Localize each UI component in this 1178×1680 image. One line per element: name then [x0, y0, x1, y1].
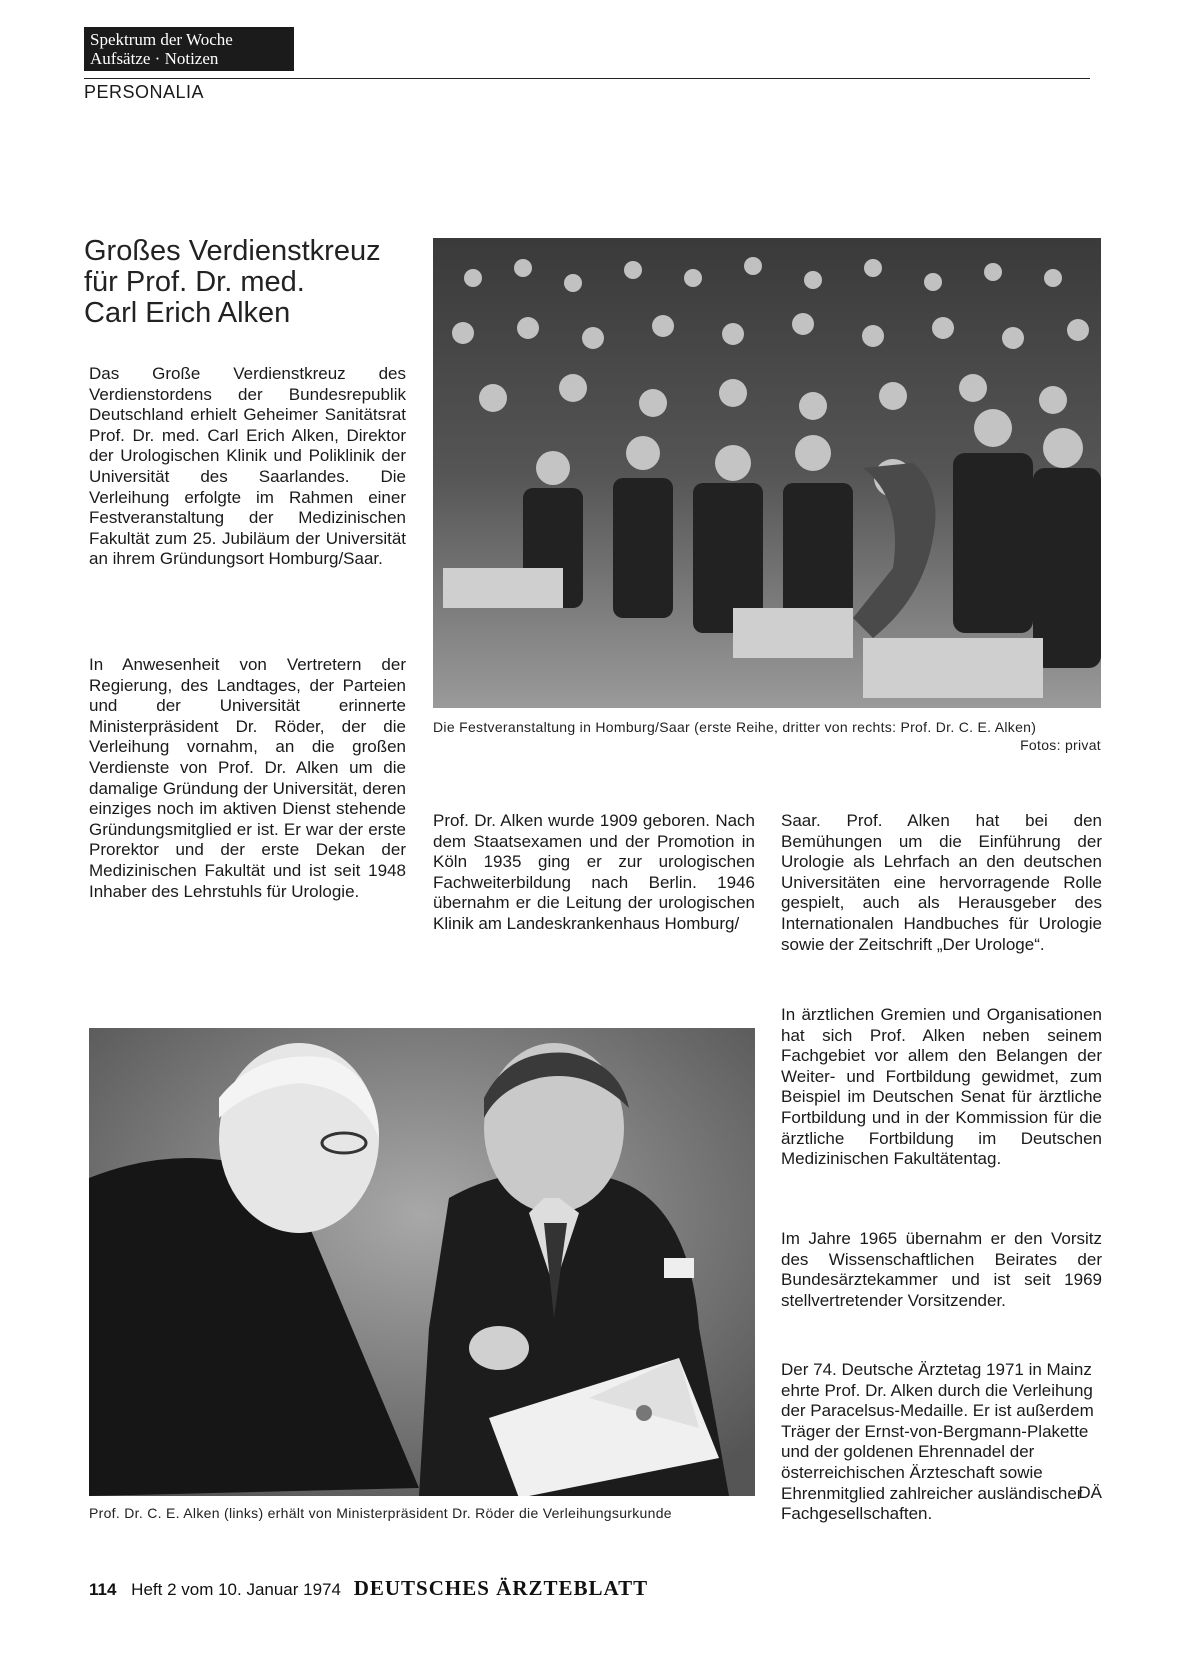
paragraph-7: Der 74. Deutsche Ärztetag 1971 in Mainz ehrte Prof. Dr. Alken durch die Verleihung der Paracelsus-Medaille. Er ist außerdem Träger der Ernst-von-Bergmann-Plakette und der goldenen Ehrennadel der österreichischen Ärzteschaft sowie Ehrenmitglied zahlreicher ausländischer Fachgesellschaften. [781, 1360, 1094, 1524]
section-label-line2: Aufsätze · Notizen [90, 49, 219, 68]
author-signature: DÄ [1078, 1483, 1102, 1503]
section-label-line1: Spektrum der Woche [90, 30, 233, 49]
award-photo [89, 1028, 755, 1496]
paragraph-2: In Anwesenheit von Vertretern der Regierung, des Landtages, der Parteien und der Universität erinnerte Ministerpräsident Dr. Röder, der die Verleihung vornahm, an die großen Verdienste von Prof. Dr. Alken um die damalige Gründung der Universität, deren einziges noch im aktiven Dienst stehende Gründungsmitglied er ist. Er war der erste Prorektor und der erste Dekan der Medizinischen Fakultät und ist seit 1948 Inhaber des Lehrstuhls für Urologie. [89, 655, 406, 901]
header-rule [84, 78, 1090, 79]
paragraph-3: Prof. Dr. Alken wurde 1909 geboren. Nach dem Staatsexamen und der Promotion in Köln 1935 ging er zur urologischen Fachweiterbildung nach Berlin. 1946 übernahm er die Leitung der urologischen Klinik am Landeskrankenhaus Homburg/ [433, 811, 755, 933]
paragraph-6: Im Jahre 1965 übernahm er den Vorsitz des Wissenschaftlichen Beirates der Bundesärztekammer und ist seit 1969 stellvertretender Vorsitzender. [781, 1229, 1102, 1310]
title-line-3: Carl Erich Alken [84, 297, 291, 329]
page-footer [89, 1576, 648, 1601]
paragraph-1: Das Große Verdienstkreuz des Verdienstordens der Bundesrepublik Deutschland erhielt Geheimer Sanitätsrat Prof. Dr. med. Carl Erich Alken, Direktor der Urologischen Klinik und Poliklinik der Universität des Saarlandes. Die Verleihung erfolgte im Rahmen einer Festveranstaltung der Medizinischen Fakultät zum 25. Jubiläum der Universität an ihrem Gründungsort Homburg/Saar. [89, 364, 406, 569]
award-caption: Prof. Dr. C. E. Alken (links) erhält von Ministerpräsident Dr. Röder die Verleihungsurkunde [89, 1505, 672, 1521]
issue-info: Heft 2 vom 10. Januar 1974 [131, 1580, 341, 1599]
audience-caption: Die Festveranstaltung in Homburg/Saar (erste Reihe, dritter von rechts: Prof. Dr. C. E. Alken) [433, 719, 1037, 735]
article-title [84, 236, 424, 329]
title-line-2: für Prof. Dr. med. [84, 266, 305, 298]
section-label [84, 27, 294, 71]
audience-photo [433, 238, 1101, 708]
magazine-name: DEUTSCHES ÄRZTEBLATT [353, 1576, 649, 1600]
award-photo-image [89, 1028, 755, 1496]
page-number: 114 [89, 1580, 117, 1599]
paragraph-4: Saar. Prof. Alken hat bei den Bemühungen um die Einführung der Urologie als Lehrfach an den deutschen Universitäten eine hervorragende Rolle gespielt, auch als Herausgeber des Internationalen Handbuches für Urologie sowie der Zeitschrift „Der Urologe“. [781, 811, 1102, 954]
title-line-1: Großes Verdienstkreuz [84, 235, 381, 267]
paragraph-5: In ärztlichen Gremien und Organisationen hat sich Prof. Alken neben seinem Fachgebiet vor allem den Belangen der Weiter- und Fortbildung gewidmet, zum Beispiel im Deutschen Senat für ärztliche Fortbildung und in der Kommission für die ärztliche Fortbildung im Deutschen Medizinischen Fakultätentag. [781, 1005, 1102, 1169]
photo-credit: Fotos: privat [1020, 737, 1101, 753]
audience-photo-image [433, 238, 1101, 708]
paragraph-7-block [781, 1360, 1102, 1525]
rubric: PERSONALIA [84, 82, 205, 102]
